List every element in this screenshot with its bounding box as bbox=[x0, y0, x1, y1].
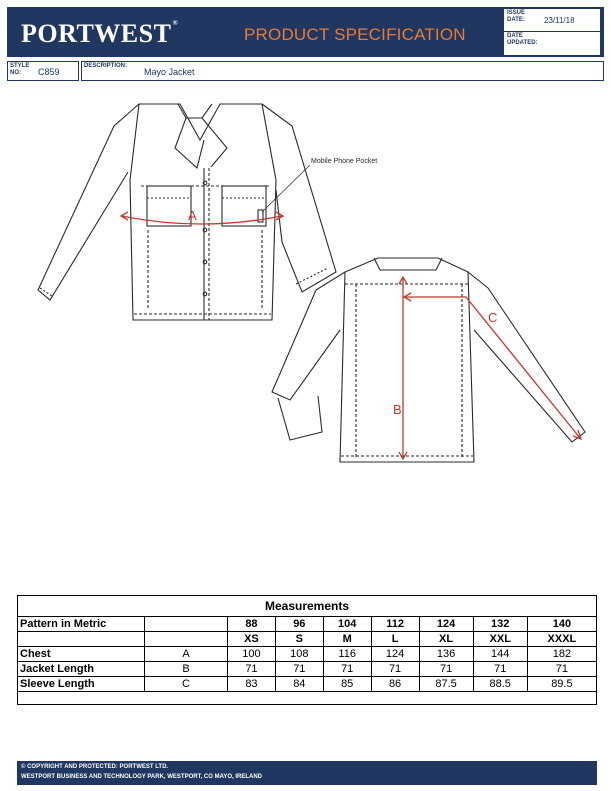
size-label: L bbox=[371, 632, 419, 647]
registered-mark: ® bbox=[172, 19, 179, 27]
button bbox=[203, 181, 207, 185]
table-cell: 83 bbox=[228, 677, 276, 692]
style-no-value: C859 bbox=[38, 67, 60, 77]
blank-row bbox=[18, 692, 597, 705]
pattern-size: 88 bbox=[228, 617, 276, 632]
brand-logo bbox=[21, 19, 178, 49]
address-line: WESTPORT BUSINESS AND TECHNOLOGY PARK, WESTPORT, CO MAYO, IRELAND bbox=[21, 774, 263, 780]
size-label: M bbox=[323, 632, 371, 647]
left-chest-pocket bbox=[147, 186, 191, 226]
label-a: A bbox=[188, 208, 197, 223]
back-right-sleeve bbox=[468, 272, 585, 442]
table-cell: 116 bbox=[323, 647, 371, 662]
table-cell: 88.5 bbox=[473, 677, 527, 692]
table-row bbox=[18, 677, 597, 692]
table-cell: 89.5 bbox=[527, 677, 596, 692]
table-cell: 84 bbox=[275, 677, 323, 692]
size-label: S bbox=[275, 632, 323, 647]
logo-text: PORTWEST bbox=[21, 19, 172, 48]
back-view bbox=[272, 258, 585, 462]
right-lapel bbox=[202, 118, 227, 167]
table-cell: 144 bbox=[473, 647, 527, 662]
row-label: Sleeve Length bbox=[18, 677, 145, 692]
row-code: A bbox=[145, 647, 228, 662]
pattern-size: 124 bbox=[419, 617, 473, 632]
footer-bar bbox=[17, 761, 597, 785]
header-bar bbox=[7, 7, 604, 57]
left-cuff-stitch bbox=[40, 288, 52, 296]
row-code: B bbox=[145, 662, 228, 677]
copyright-text: © COPYRIGHT AND PROTECTED: bbox=[21, 764, 120, 770]
label-b: B bbox=[393, 402, 402, 417]
measurements-table bbox=[17, 595, 597, 705]
size-label: XXL bbox=[473, 632, 527, 647]
description-box bbox=[81, 61, 604, 81]
table-cell: 71 bbox=[419, 662, 473, 677]
table-cell: 86 bbox=[371, 677, 419, 692]
table-row bbox=[18, 647, 597, 662]
pattern-size: 132 bbox=[473, 617, 527, 632]
table-cell: 71 bbox=[323, 662, 371, 677]
jacket-technical-drawing bbox=[0, 80, 611, 470]
row-label: Jacket Length bbox=[18, 662, 145, 677]
size-label: XL bbox=[419, 632, 473, 647]
left-lapel bbox=[175, 118, 204, 168]
right-cuff-stitch bbox=[296, 268, 328, 284]
table-cell bbox=[18, 632, 145, 647]
table-cell: 71 bbox=[473, 662, 527, 677]
row-label: Chest bbox=[18, 647, 145, 662]
row-code: C bbox=[145, 677, 228, 692]
issue-date-box bbox=[504, 9, 600, 55]
callout-pointer bbox=[262, 165, 310, 212]
pattern-size: 112 bbox=[371, 617, 419, 632]
table-cell: 71 bbox=[228, 662, 276, 677]
table-row bbox=[18, 662, 597, 677]
back-left-sleeve bbox=[272, 272, 345, 400]
label-c: C bbox=[488, 310, 498, 325]
table-title: Measurements bbox=[18, 596, 597, 617]
table-cell: 71 bbox=[371, 662, 419, 677]
back-collar bbox=[374, 258, 442, 270]
document-title: PRODUCT SPECIFICATION bbox=[244, 25, 466, 44]
date-updated-row bbox=[504, 32, 600, 54]
description-value: Mayo Jacket bbox=[144, 67, 195, 77]
collar bbox=[178, 104, 212, 118]
callout-label: Mobile Phone Pocket bbox=[311, 158, 378, 165]
pattern-size: 96 bbox=[275, 617, 323, 632]
size-label: XS bbox=[228, 632, 276, 647]
date-updated-label: DATE UPDATED: bbox=[507, 33, 538, 46]
copyright-line bbox=[21, 764, 168, 770]
table-cell: 182 bbox=[527, 647, 596, 662]
style-no-box bbox=[7, 61, 79, 81]
back-left-cuff bbox=[278, 396, 322, 440]
table-cell: 136 bbox=[419, 647, 473, 662]
left-sleeve bbox=[38, 104, 139, 300]
table-cell: 85 bbox=[323, 677, 371, 692]
front-view bbox=[38, 104, 336, 320]
pattern-size: 140 bbox=[527, 617, 596, 632]
table-title-row bbox=[18, 596, 597, 617]
button bbox=[203, 292, 207, 296]
table-cell: 100 bbox=[228, 647, 276, 662]
button bbox=[203, 260, 207, 264]
button bbox=[203, 228, 207, 232]
pattern-size: 104 bbox=[323, 617, 371, 632]
table-cell: 108 bbox=[275, 647, 323, 662]
description-label: DESCRIPTION: bbox=[84, 63, 128, 69]
table-cell bbox=[145, 632, 228, 647]
table-cell bbox=[145, 617, 228, 632]
style-no-label: STYLE NO: bbox=[10, 63, 30, 76]
table-cell: 87.5 bbox=[419, 677, 473, 692]
table-cell: 71 bbox=[527, 662, 596, 677]
front-body-outline bbox=[130, 104, 276, 320]
table-cell: 71 bbox=[275, 662, 323, 677]
table-cell: 124 bbox=[371, 647, 419, 662]
size-row bbox=[18, 632, 597, 647]
company-name: PORTWEST LTD. bbox=[119, 764, 169, 770]
issue-date-value: 23/11/18 bbox=[544, 16, 575, 25]
back-body-outline bbox=[340, 258, 474, 462]
pattern-row bbox=[18, 617, 597, 632]
table-cell bbox=[18, 692, 597, 705]
pattern-label: Pattern in Metric bbox=[18, 617, 145, 632]
size-label: XXXL bbox=[527, 632, 596, 647]
issue-date-row bbox=[504, 9, 600, 32]
issue-date-label: ISSUE DATE: bbox=[507, 10, 526, 23]
back-seams bbox=[356, 284, 462, 458]
lower-pocket-seams bbox=[148, 230, 262, 310]
